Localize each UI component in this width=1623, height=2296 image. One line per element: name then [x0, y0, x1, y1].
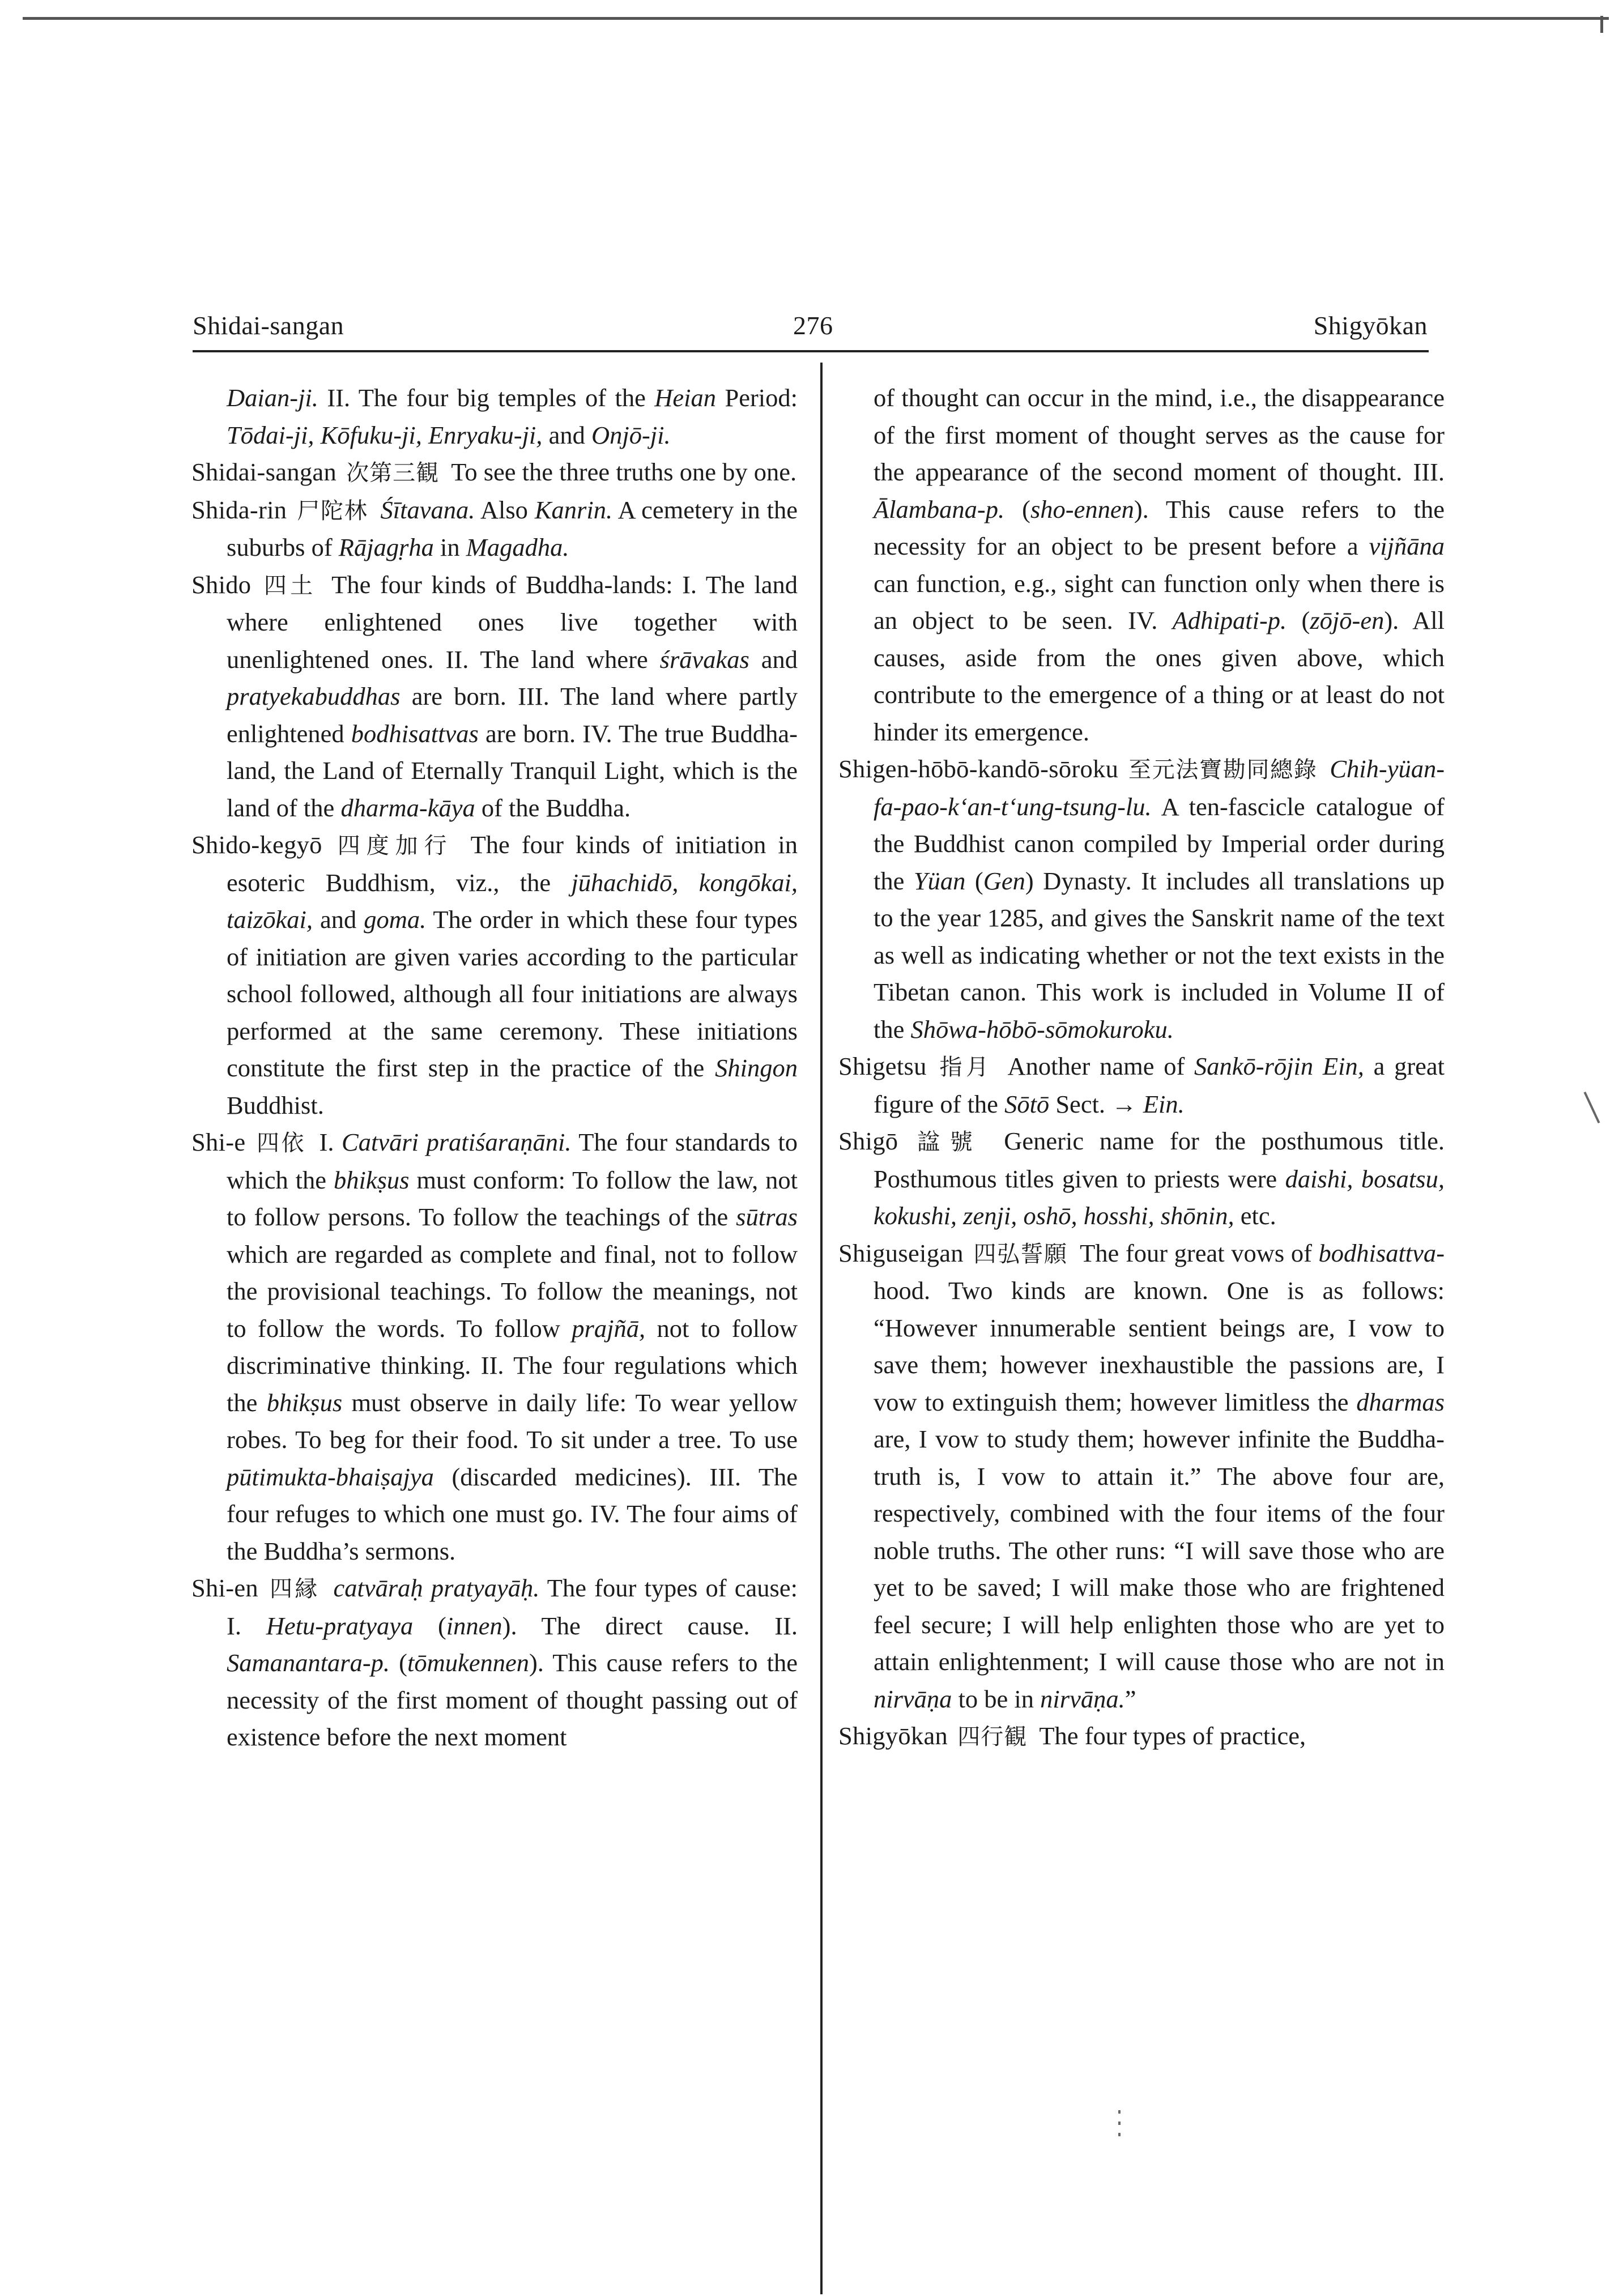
italic-term: vijñāna [1369, 532, 1445, 560]
text-run: must conform: To follow the law, not to follow persons. To follow the teachings of the [227, 1165, 798, 1231]
text-run: The four kinds of Buddha-lands: I. The land where enlightened ones live together with unenlightened ones. II. The land where [227, 570, 798, 674]
italic-term: Ein. [1143, 1089, 1185, 1118]
entry-kanji: 四土 [263, 572, 317, 598]
dictionary-entry [191, 1124, 798, 1570]
entry-kanji: 四弘誓願 [973, 1241, 1068, 1267]
text-run: Another name of [1007, 1052, 1195, 1080]
italic-term: nirvāṇa. [1040, 1684, 1125, 1713]
italic-term: Adhipati-p. [1172, 606, 1287, 634]
entry-kanji: 次第三観 [346, 460, 440, 485]
italic-term: Heian [654, 384, 717, 412]
text-run: can function, e.g., sight can function only when there is an object to be seen. IV. [874, 569, 1445, 634]
text-run: ” [1124, 1684, 1136, 1713]
text-run: ). The direct cause. II. [502, 1611, 798, 1640]
text-run: A ten-fascicle catalogue of the Buddhist canon compiled by Imperial order during the [874, 792, 1445, 895]
text-run: Buddhist. [227, 1091, 324, 1119]
text-run: and [313, 905, 364, 934]
running-head-right: Shigyōkan [1313, 311, 1428, 340]
text-run: not to follow discriminative thinking. II. The four regulations which the [227, 1314, 798, 1417]
text-run: are born. IV. The true Buddha-land, the Land of Eternally Tranquil Light, which is the land of the [227, 719, 798, 822]
text-run: are, I vow to study them; however infinite the Buddha-truth is, I vow to attain it.” The above four are, respectively, combined with the four items of the four noble truths. The other runs: “I will save those who are yet to be saved; I will make those who are frightened feel secure; I will help enlighten those who are yet to attain enlightenment; I will cause those who are not in [874, 1425, 1445, 1676]
text-run: The four types of cause: I. [227, 1574, 798, 1640]
entry-headword: Shido-kegyō [191, 830, 322, 859]
dictionary-entry [838, 751, 1445, 1048]
italic-term: bhikṣus [333, 1165, 410, 1194]
text-run: Period: [716, 384, 798, 412]
text-run: A cemetery in the suburbs of [227, 495, 798, 561]
text-run: ( [1004, 495, 1030, 523]
dictionary-entry [191, 566, 798, 827]
italic-term: Daian-ji. [227, 384, 318, 412]
italic-term: bodhisattvas [351, 719, 479, 748]
text-run: To see the three truths one by one. [451, 458, 797, 486]
italic-term: Shōwa-hōbō-sōmokuroku. [910, 1015, 1174, 1043]
text-run: and [749, 645, 798, 674]
text-run: of the Buddha. [475, 793, 631, 822]
entry-headword: Shido [191, 570, 252, 599]
italic-term: pratyekabuddhas [227, 682, 401, 710]
text-run: must observe in daily life: To wear yellow robes. To beg for their food. To sit under a tree. To use [227, 1388, 798, 1454]
continued-text [191, 380, 798, 454]
entry-headword: Shigen-hōbō-kandō-sōroku [838, 755, 1119, 783]
italic-term: Shingon [715, 1054, 798, 1082]
entry-kanji: 四依 [257, 1130, 306, 1156]
text-run: Generic name for the posthumous title. Posthumous titles given to priests were [874, 1127, 1445, 1193]
header-rule [193, 350, 1429, 352]
italic-term: innen [446, 1611, 502, 1640]
italic-term: nirvāṇa [874, 1684, 952, 1713]
italic-term: dharmas [1356, 1387, 1445, 1416]
entry-headword: Shiguseigan [838, 1238, 964, 1267]
entry-kanji: 諡號 [917, 1129, 983, 1155]
text-run: ). All causes, aside from the ones given above, which contribute to the emergence of a thing or at least do not hinder its emergence. [874, 606, 1445, 746]
entry-headword: Shidai-sangan [191, 458, 337, 486]
scan-border-tick [1600, 16, 1603, 33]
text-run: The four kinds of initiation in esoteric Buddhism, viz., the [227, 830, 798, 897]
text-run: ( [390, 1648, 407, 1677]
dictionary-entry [191, 454, 798, 492]
text-run: etc. [1234, 1202, 1276, 1230]
text-run: a great figure of the [874, 1052, 1445, 1118]
italic-term: tōmukennen [407, 1648, 529, 1677]
text-run: Also [475, 495, 535, 524]
right-column [838, 380, 1445, 1756]
italic-term: Śītavana. [380, 495, 475, 524]
text-run: I. [319, 1128, 342, 1156]
italic-term: catvāraḥ pratyayāḥ. [333, 1574, 540, 1602]
entry-kanji: 四行観 [957, 1724, 1028, 1749]
text-run: Sect. → [1049, 1089, 1143, 1118]
italic-term: Hetu-pratyaya [266, 1611, 414, 1640]
dictionary-entry [191, 1570, 798, 1756]
italic-term: Gen [983, 866, 1025, 895]
text-run: The four great vows of [1080, 1238, 1319, 1267]
italic-term: śrāvakas [659, 645, 749, 674]
italic-term: prajñā, [572, 1314, 646, 1343]
entry-kanji: 四縁 [270, 1576, 320, 1601]
italic-term: Ālambana-p. [874, 495, 1005, 523]
scan-mark [1584, 1092, 1600, 1123]
text-run: ) Dynasty. It includes all translations up to the year 1285, and gives the Sanskrit name of the text as well as indicating whether or not the text exists in the Tibetan canon. This work is included in Volume II of the [874, 866, 1445, 1043]
italic-term: Samanantara-p. [227, 1648, 390, 1677]
text-run: The four standards to which the [227, 1128, 798, 1194]
left-column [191, 380, 798, 1756]
running-head-left: Shidai-sangan [193, 311, 344, 340]
scan-border-line [23, 17, 1609, 20]
italic-term: sūtras [736, 1203, 798, 1231]
italic-term: dharma-kāya [340, 793, 475, 822]
italic-term: Kanrin. [534, 495, 613, 524]
column-divider [820, 363, 823, 2294]
italic-term: Catvāri pratiśaraṇāni. [342, 1128, 572, 1156]
text-run: are born. III. The land where partly enlightened [227, 682, 798, 748]
italic-term: Chih-yüan-fa-pao-k‘an-t‘ung-tsung-lu. [874, 755, 1445, 821]
entry-kanji: 四度加行 [337, 833, 453, 858]
text-run: ( [1287, 606, 1310, 634]
italic-term: Onjō-ji. [591, 420, 671, 449]
scan-mark [1118, 2110, 1121, 2114]
text-run: in [433, 533, 466, 561]
italic-term: jūhachidō, kongōkai, taizōkai, [227, 868, 798, 934]
entry-headword: Shi-e [191, 1128, 246, 1156]
italic-term: Sōtō [1004, 1089, 1050, 1118]
text-run: which are regarded as complete and final, not to follow the provisional teachings. To follow the meanings, not to follow the words. To follow [227, 1239, 798, 1343]
dictionary-entry [838, 1235, 1445, 1718]
italic-term: daishi, bosatsu, kokushi, zenji, oshō, hosshi, shōnin, [874, 1164, 1445, 1230]
italic-term: Tōdai-ji, Kōfuku-ji, Enryaku-ji, [227, 420, 543, 449]
text-run: The order in which these four types of initiation are given varies according to the particular school followed, although all four initiations are always performed at the same ceremony. These initiations constitute the first step in the practice of the [227, 905, 798, 1082]
entry-kanji: 指月 [939, 1054, 992, 1080]
italic-term: sho-ennen [1030, 495, 1134, 523]
italic-term: pūtimukta-bhaiṣajya [227, 1462, 434, 1491]
entry-kanji: 尸陀林 [297, 497, 368, 523]
italic-term: Sankō-rōjin Ein, [1194, 1052, 1364, 1080]
scan-mark [1118, 2122, 1121, 2125]
italic-term: Magadha. [466, 533, 569, 561]
entry-kanji: 至元法寶勘同總錄 [1128, 757, 1318, 782]
italic-term: goma. [364, 905, 427, 934]
entry-headword: Shigō [838, 1127, 898, 1155]
dictionary-entry [838, 1048, 1445, 1123]
dictionary-entry [838, 1718, 1445, 1756]
text-run: ). This cause refers to the necessity of the first moment of thought passing out of existence before the next moment [227, 1648, 798, 1751]
scan-mark [1118, 2133, 1121, 2136]
dictionary-entry [191, 492, 798, 566]
dictionary-entry [191, 827, 798, 1124]
italic-term: bhikṣus [266, 1388, 343, 1417]
entry-headword: Shigyōkan [838, 1722, 948, 1750]
italic-term: zōjō-en [1310, 606, 1385, 634]
entry-headword: Shi-en [191, 1574, 258, 1602]
text-run: -hood. Two kinds are known. One is as follows: “However innumerable sentient beings are, I vow to save them; however inexhaustible the passions are, I vow to extinguish them; however limitless the [874, 1238, 1445, 1416]
italic-term: Rājagṛha [338, 533, 434, 561]
entry-headword: Shida-rin [191, 495, 287, 524]
text-run: II. The four big temples of the [318, 384, 655, 412]
text-run: to be in [952, 1684, 1041, 1713]
text-run: ). This cause refers to the necessity for an object to be present before a [874, 495, 1445, 560]
italic-term: bodhisattva [1318, 1238, 1437, 1267]
entry-headword: Shigetsu [838, 1052, 927, 1080]
italic-term: Yüan [913, 866, 966, 895]
text-run: of thought can occur in the mind, i.e., the disappearance of the first moment of thought serves as the cause for the appearance of the second moment of thought. III. [874, 384, 1445, 486]
text-run: The four types of practice, [1039, 1722, 1306, 1750]
text-run: ( [413, 1611, 446, 1640]
text-run: (discarded medicines). III. The four refuges to which one must go. IV. The four aims of the Buddha’s sermons. [227, 1462, 798, 1565]
page-number: 276 [793, 311, 833, 340]
dictionary-entry [838, 1123, 1445, 1235]
continued-text [838, 380, 1445, 751]
text-run: and [542, 420, 591, 449]
text-run: ( [965, 866, 983, 895]
